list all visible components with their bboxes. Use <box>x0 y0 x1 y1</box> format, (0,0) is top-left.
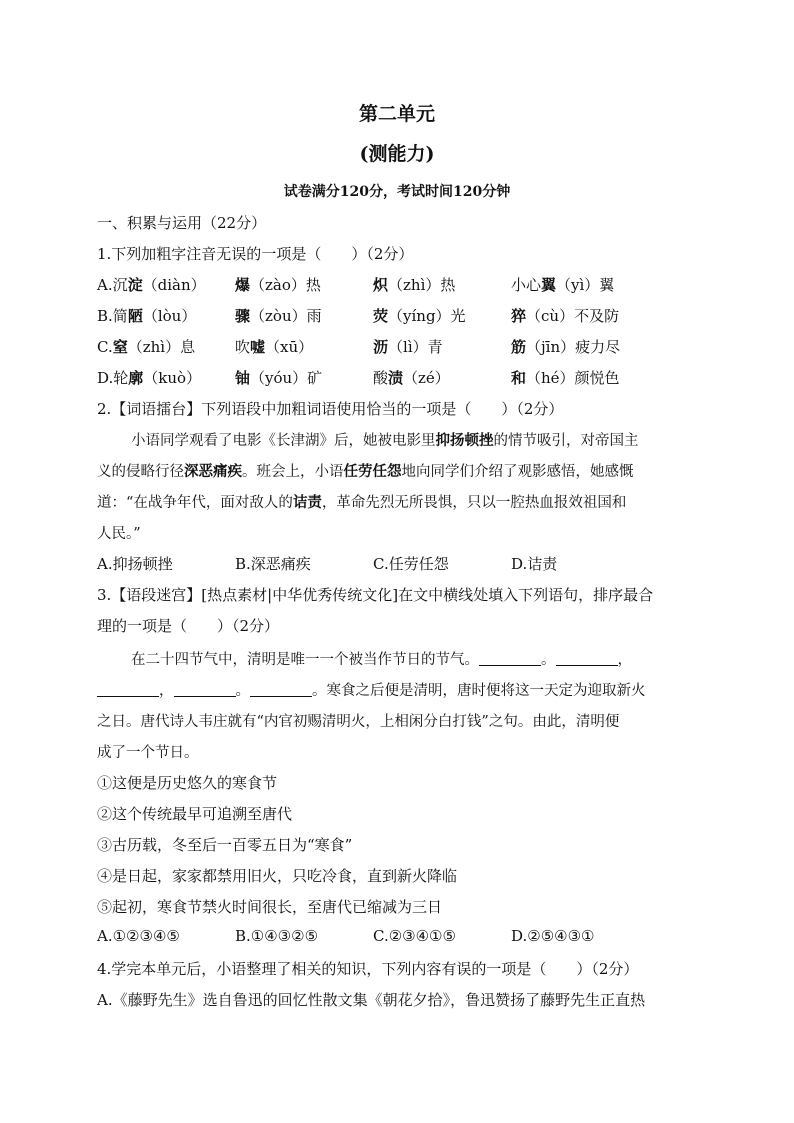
question-3-stem: 3.【语段迷宫】[热点素材|中华优秀传统文化]在文中横线处填入下列语句，排序最合 <box>97 586 654 604</box>
question-3-stem-cont: 理的一项是（ ）（2分） <box>97 617 280 635</box>
question-1-stem: 1.下列加粗字注音无误的一项是（ ）（2分） <box>97 245 414 263</box>
answer-blank[interactable] <box>479 651 541 666</box>
q2-passage-line: 人民。” <box>97 526 141 542</box>
answer-blank[interactable] <box>556 651 618 666</box>
q2-option-d[interactable]: D.诘责 <box>511 555 558 573</box>
q2-passage-line: 道：“在战争年代，面对敌人的诘责，革命先烈无所畏惧，只以一腔热血报效祖国和 <box>97 494 627 511</box>
answer-blank[interactable] <box>97 682 159 697</box>
q3-option-a[interactable]: A.①②③④⑤ <box>97 927 180 945</box>
q3-passage-line: 在二十四节气中，清明是唯一一个被当作节日的节气。 。 ， <box>131 652 632 668</box>
q3-option-c[interactable]: C.②③④①⑤ <box>373 927 456 945</box>
q3-sentence: ③古历载，冬至后一百零五日为“寒食” <box>97 836 353 854</box>
q3-sentence: ②这个传统最早可追溯至唐代 <box>97 805 293 823</box>
q2-option-c[interactable]: C.任劳任怨 <box>373 555 449 573</box>
q2-option-a[interactable]: A.抑扬顿挫 <box>97 555 173 573</box>
q3-sentence: ⑤起初，寒食节禁火时间很长，至唐代已缩减为三日 <box>97 898 443 916</box>
q3-passage-line: 之日。唐代诗人韦庄就有“内官初赐清明火，上相闲分白打钱”之句。由此，清明便 <box>97 714 620 730</box>
q3-passage-line: 成了一个节日。 <box>97 745 199 761</box>
question-2-stem: 2.【词语擂台】下列语段中加粗词语使用恰当的一项是（ ）（2分） <box>97 400 564 418</box>
q3-sentence: ④是日起，家家都禁用旧火，只吃冷食，直到新火降临 <box>97 867 458 885</box>
q4-option-a[interactable]: A.《藤野先生》选自鲁迅的回忆性散文集《朝花夕拾》，鲁迅赞扬了藤野先生正直热 <box>97 991 646 1009</box>
exam-info: 试卷满分120分，考试时间120分钟 <box>283 184 511 200</box>
page-subtitle: (测能力) <box>359 143 435 165</box>
q3-option-d[interactable]: D.②⑤④③① <box>511 927 595 945</box>
q2-passage-line: 义的侵略行径深恶痛疾。班会上，小语任劳任怨地向同学们介绍了观影感悟，她感慨 <box>97 463 634 480</box>
q2-option-b[interactable]: B.深恶痛疾 <box>235 555 311 573</box>
answer-blank[interactable] <box>174 682 236 697</box>
section-heading: 一、积累与运用（22分） <box>97 214 267 232</box>
q3-option-b[interactable]: B.①④③②⑤ <box>235 927 319 945</box>
q2-passage-line: 小语同学观看了电影《长津湖》后，她被电影里抑扬顿挫的情节吸引，对帝国主 <box>131 432 639 449</box>
page-title: 第二单元 <box>358 103 435 125</box>
q3-sentence: ①这便是历史悠久的寒食节 <box>97 774 278 792</box>
exam-page: 第二单元 (测能力) 试卷满分120分，考试时间120分钟 一、积累与运用（22分） 1.下列加粗字注音无误的一项是（ ）（2分） A.沉淀（diàn） 爆（zào）热 炽（zhì）热 小心翼（yì）翼 B.简陋（lòu） 骤（zòu）雨 荧（yíng）光 猝（cù）不及防 C.窒（zhì）息 吹嘘（xū） 沥（lì）青 筋（jīn）疲力尽 D.轮廓（kuò） 铀（yóu）矿 酸渍（zé） 和（hé）颜悦色 2.【词语擂台】下列语段中加粗词语使用恰当的一项是（ ）（2分） 小语同学观看了电影《长津湖》后，她被电影里抑扬顿挫的情节吸引，对帝国主 义的侵略行径深恶痛疾。班会上，小语任劳任怨地向同学们介绍了观影感悟，她感慨 道：“在战争年代，面对敌人的诘责，革命先烈无所畏惧，只以一腔热血报效祖国和 人民。” A.抑扬顿挫 B.深恶痛疾 C.任劳任怨 D.诘责 3.【语段迷宫】[热点素材|中华优秀传统文化]在文中横线处填入下列语句，排序最合 理的一项是（ ）（2分） 在二十四节气中，清明是唯一一个被当作节日的节气。 。 ， ， 。 。寒食之后便是清明，唐时便将这一天定为迎取新火 之日。唐代诗人韦庄就有“内官初赐清明火，上相闲分白打钱”之句。由此，清明便 成了一个节日。 ①这便是历史悠久的寒食节 ②这个传统最早可追溯至唐代 ③古历载，冬至后一百零五日为“寒食” ④是日起，家家都禁用旧火，只吃冷食，直到新火降临 ⑤起初，寒食节禁火时间很长，至唐代已缩减为三日 A.①②③④⑤ B.①④③②⑤ C.②③④①⑤ D.②⑤④③① 4.学完本单元后，小语整理了相关的知识，下列内容有误的一项是（ ）（2分） A.《藤野先生》选自鲁迅的回忆性散文集《朝花夕拾》，鲁迅赞扬了藤野先生正直热 <box>0 0 794 1123</box>
question-4-stem: 4.学完本单元后，小语整理了相关的知识，下列内容有误的一项是（ ）（2分） <box>97 960 639 978</box>
answer-blank[interactable] <box>250 682 312 697</box>
q3-passage-line: ， 。 。寒食之后便是清明，唐时便将这一天定为迎取新火 <box>97 679 646 700</box>
